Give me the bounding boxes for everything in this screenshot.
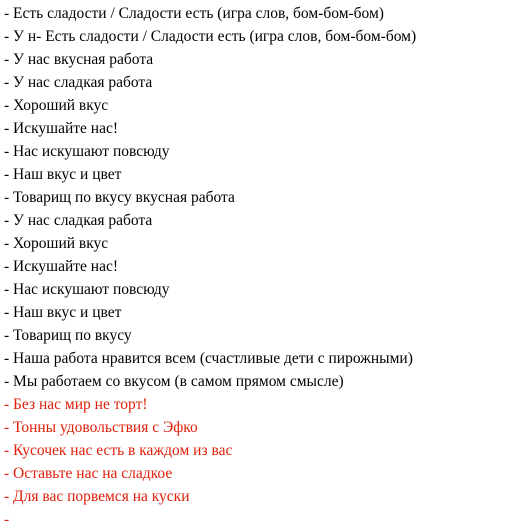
slogan-line-12: - Искушайте нас! xyxy=(4,258,119,275)
slogan-line-17: - Мы работаем со вкусом (в самом прямом смысле) xyxy=(4,373,344,390)
slogan-line-16: - Наша работа нравится всем (счастливые дети с пирожными) xyxy=(4,350,413,367)
slogan-line-6: - Искушайте нас! xyxy=(4,120,119,137)
slogan-line-11: - Хороший вкус xyxy=(4,235,109,252)
slogan-line-22: - Для вас порвемся на куски xyxy=(4,488,190,505)
slogan-line-3: - У нас вкусная работа xyxy=(4,51,154,68)
slogan-line-15: - Товарищ по вкусу xyxy=(4,327,132,344)
slogan-line-13: - Нас искушают повсюду xyxy=(4,281,170,298)
slogan-line-1: - Есть сладости / Сладости есть (игра слов, бом-бом-бом) xyxy=(4,5,384,22)
slogan-line-19: - Тонны удовольствия с Эфко xyxy=(4,419,198,436)
slogan-line-7: - Нас искушают повсюду xyxy=(4,143,170,160)
slogan-line-23: - xyxy=(4,511,10,528)
slogan-line-2: - У н- Есть сладости / Сладости есть (игра слов, бом-бом-бом) xyxy=(4,28,417,45)
slogan-line-10: - У нас сладкая работа xyxy=(4,212,153,229)
slogan-line-20: - Кусочек нас есть в каждом из вас xyxy=(4,442,233,459)
slogan-line-21: - Оставьте нас на сладкое xyxy=(4,465,173,482)
slogan-line-14: - Наш вкус и цвет xyxy=(4,304,122,321)
slogan-line-8: - Наш вкус и цвет xyxy=(4,166,122,183)
slogan-line-4: - У нас сладкая работа xyxy=(4,74,153,91)
slogan-line-5: - Хороший вкус xyxy=(4,97,109,114)
slogan-line-18: - Без нас мир не торт! xyxy=(4,396,148,413)
slogan-list xyxy=(4,2,509,531)
slogan-line-9: - Товарищ по вкусу вкусная работа xyxy=(4,189,235,206)
